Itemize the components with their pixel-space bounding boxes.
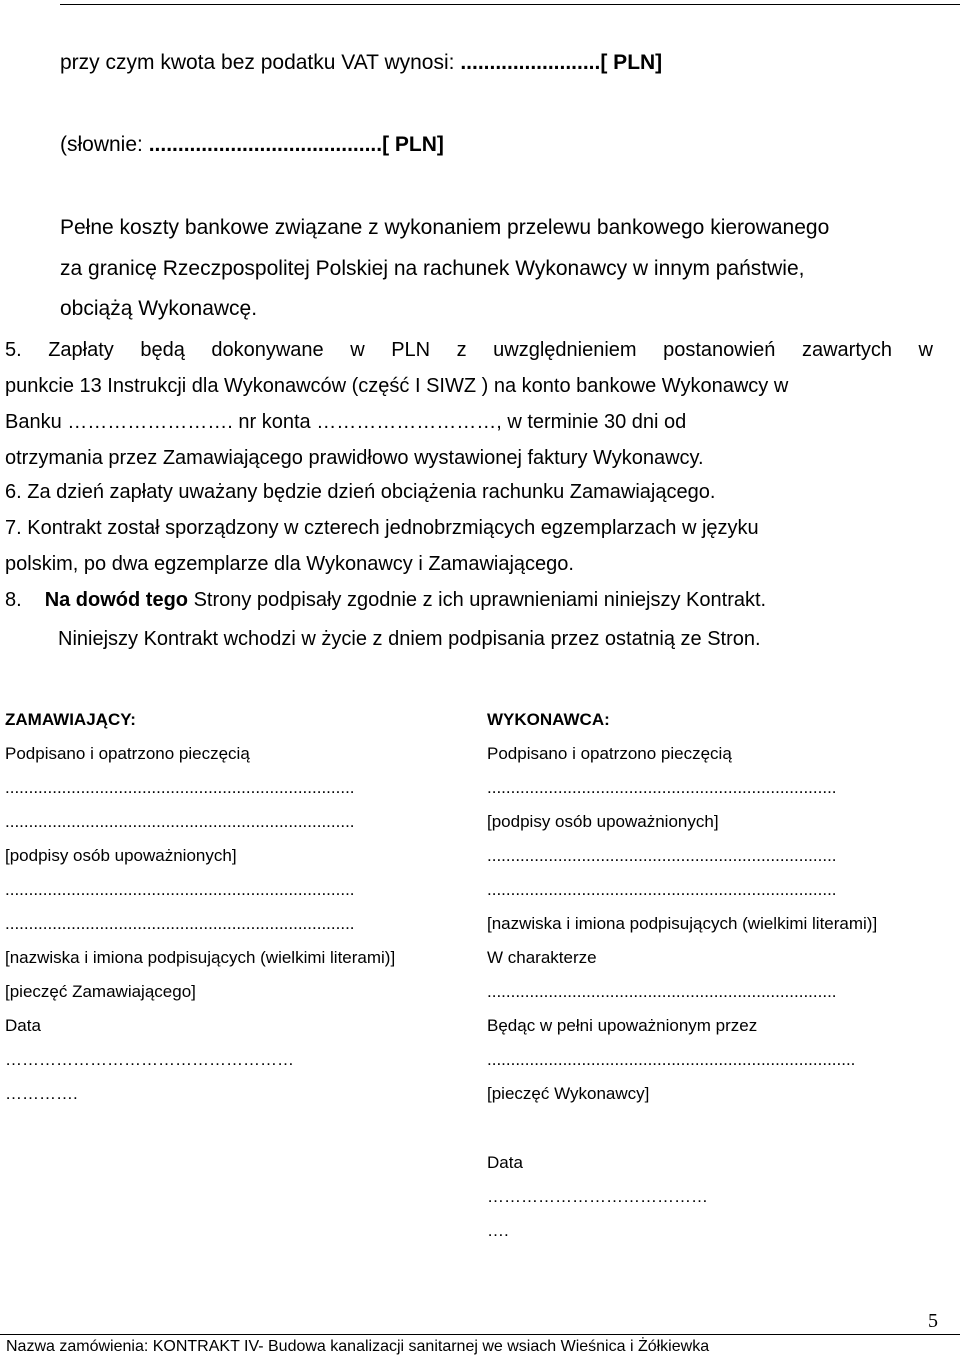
- right-line: [pieczęć Wykonawcy]: [487, 1084, 650, 1103]
- word: zawartych: [801, 339, 892, 361]
- word: w: [350, 339, 365, 361]
- word: Zapłaty: [48, 339, 114, 361]
- word: z: [456, 339, 467, 361]
- word: postanowień: [663, 339, 776, 361]
- header-rule: [60, 4, 960, 5]
- net-amount-blank: ........................[ PLN]: [460, 51, 663, 74]
- clause-8-bold-phrase: Na dowód tego: [44, 589, 189, 611]
- clause-8-line-2: Niniejszy Kontrakt wchodzi w życie z dniem podpisania przez ostatnią ze Stron.: [58, 628, 761, 650]
- word: PLN: [391, 339, 431, 361]
- footer-rule: [0, 1334, 960, 1335]
- right-line: ..........................................................................: [487, 778, 837, 797]
- clause-5-line-3: Banku ……………………. nr konta ………………………, w terminie 30 dni od: [5, 411, 687, 433]
- right-line: ..............................................................................: [487, 1050, 856, 1069]
- right-line: ….: [487, 1221, 509, 1240]
- bank-costs-line-2: za granicę Rzeczpospolitej Polskiej na rachunek Wykonawcy w innym państwie,: [60, 257, 805, 280]
- bank-costs-line-1: Pełne koszty bankowe związane z wykonaniem przelewu bankowego kierowanego: [60, 216, 830, 239]
- left-line: ..........................................................................: [5, 812, 355, 831]
- amount-in-words-line: [60, 134, 444, 155]
- net-amount-line: [60, 52, 662, 73]
- left-line: ..........................................................................: [5, 914, 355, 933]
- right-line: Będąc w pełni upoważnionym przez: [487, 1016, 758, 1035]
- left-line: Data: [5, 1016, 41, 1035]
- right-line: [nazwiska i imiona podpisujących (wielkimi literami)]: [487, 914, 878, 933]
- word: w: [918, 339, 933, 361]
- amount-in-words-label: (słownie:: [60, 133, 149, 156]
- clause-8-rest: Strony podpisały zgodnie z ich uprawnieniami niniejszy Kontrakt.: [188, 589, 767, 611]
- clause-5-line-4: otrzymania przez Zamawiającego prawidłowo wystawionej faktury Wykonawcy.: [5, 447, 704, 469]
- clause-5-line-1: [5, 340, 933, 360]
- net-amount-label: przy czym kwota bez podatku VAT wynosi:: [60, 51, 461, 74]
- right-line: ..........................................................................: [487, 846, 837, 865]
- contractor-heading: WYKONAWCA:: [487, 710, 610, 729]
- word: uwzględnieniem: [493, 339, 637, 361]
- clause-6: 6. Za dzień zapłaty uważany będzie dzień obciążenia rachunku Zamawiającego.: [5, 481, 716, 503]
- right-line: ..........................................................................: [487, 982, 837, 1001]
- clause-8-line-1: [5, 590, 766, 610]
- clause-8-number: 8.: [5, 589, 22, 611]
- left-line: [pieczęć Zamawiającego]: [5, 982, 196, 1001]
- clause-5-number: 5.: [5, 339, 22, 361]
- left-line: Podpisano i opatrzono pieczęcią: [5, 744, 250, 763]
- left-line: ……………………………………………: [5, 1050, 294, 1069]
- page-number: 5: [928, 1310, 938, 1332]
- right-line: [podpisy osób upoważnionych]: [487, 812, 719, 831]
- right-line: Data: [487, 1153, 523, 1172]
- left-line: ..........................................................................: [5, 778, 355, 797]
- right-line: W charakterze: [487, 948, 597, 967]
- contracting-authority-heading: ZAMAWIAJĄCY:: [5, 710, 136, 729]
- right-line: ..........................................................................: [487, 880, 837, 899]
- left-line: [podpisy osób upoważnionych]: [5, 846, 237, 865]
- clause-5-line-2: punkcie 13 Instrukcji dla Wykonawców (część I SIWZ ) na konto bankowe Wykonawcy w: [5, 375, 789, 397]
- clause-7-line-2: polskim, po dwa egzemplarze dla Wykonawcy i Zamawiającego.: [5, 553, 574, 575]
- bank-costs-line-3: obciążą Wykonawcę.: [60, 297, 258, 320]
- left-line: ..........................................................................: [5, 880, 355, 899]
- left-line: ………….: [5, 1084, 78, 1103]
- word: dokonywane: [211, 339, 324, 361]
- word: będą: [140, 339, 185, 361]
- right-line: Podpisano i opatrzono pieczęcią: [487, 744, 732, 763]
- left-line: [nazwiska i imiona podpisujących (wielkimi literami)]: [5, 948, 396, 967]
- clause-7-line-1: 7. Kontrakt został sporządzony w czterech jednobrzmiących egzemplarzach w języku: [5, 517, 759, 539]
- footer-order-name: Nazwa zamówienia: KONTRAKT IV- Budowa kanalizacji sanitarnej we wsiach Wieśnica i Żółkiewka: [6, 1338, 710, 1355]
- amount-in-words-blank: ........................................[ PLN]: [148, 133, 444, 156]
- right-line: …………………………………: [487, 1187, 708, 1206]
